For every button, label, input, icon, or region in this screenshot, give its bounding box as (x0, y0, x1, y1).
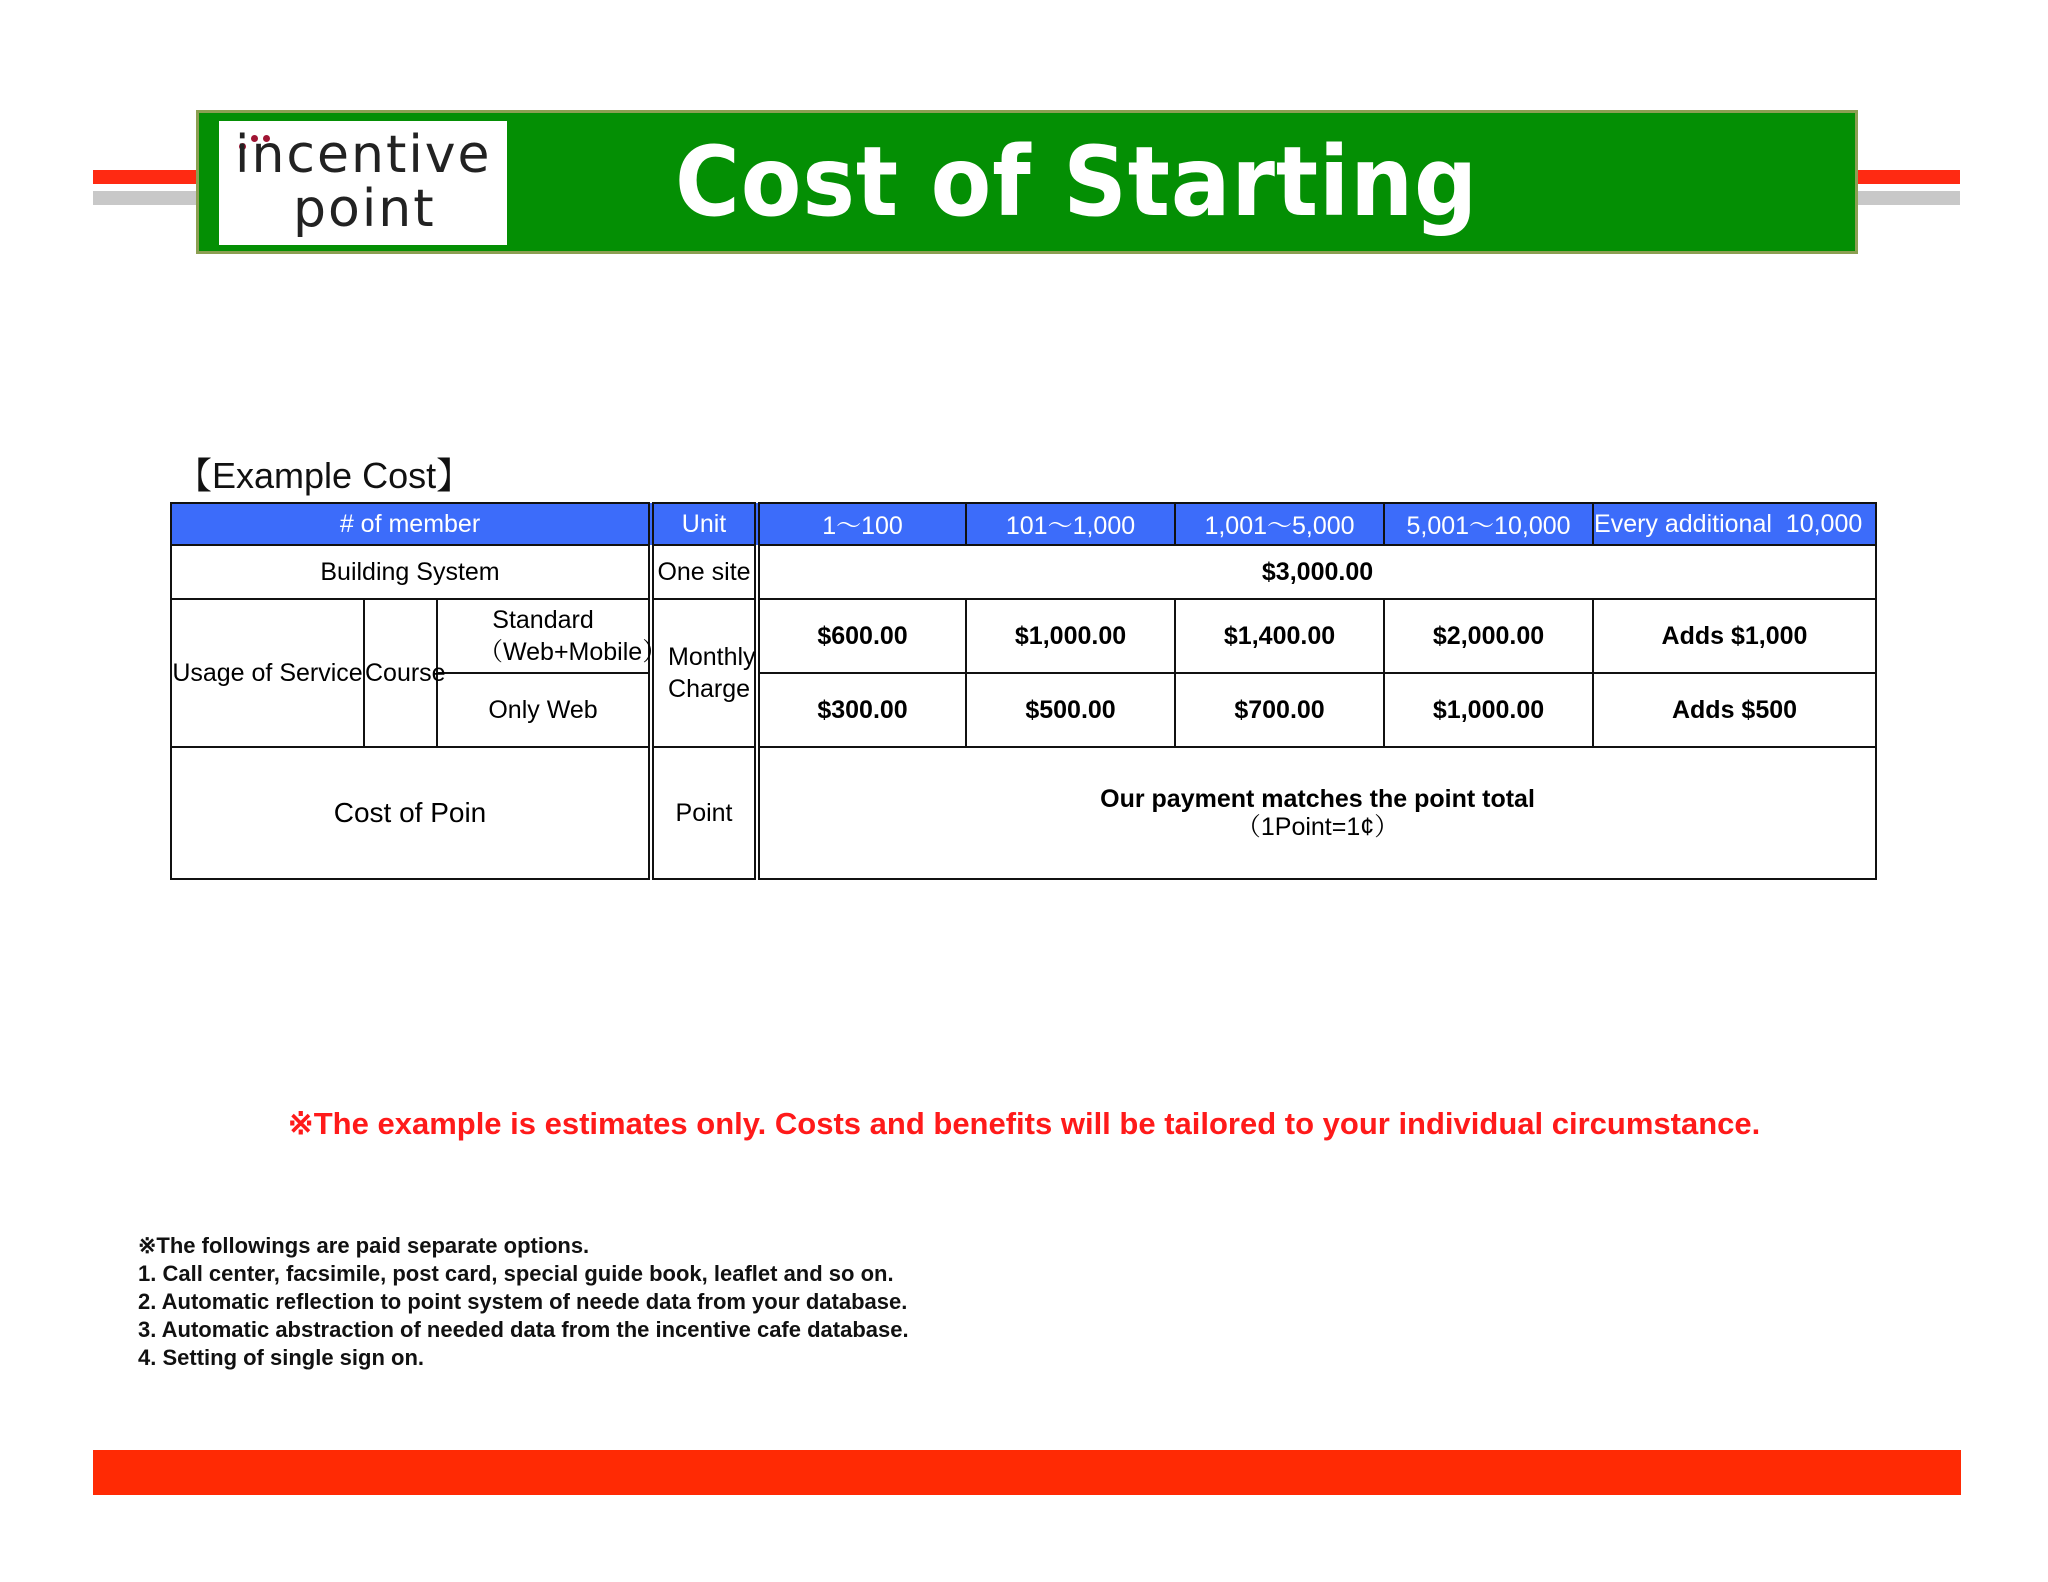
table-row-standard (171, 599, 1876, 673)
list-item: 3. Automatic abstraction of needed data from the incentive cafe database. (138, 1317, 909, 1342)
options-heading: ※The followings are paid separate options. (138, 1233, 590, 1258)
logo-text-line1: incentive (235, 125, 492, 185)
section-title: 【Example Cost】 (176, 455, 473, 496)
point-note-line2: （1Point=1¢） (1235, 813, 1400, 841)
header-stripe-red-left (93, 170, 203, 184)
table-header-row (171, 503, 1876, 545)
header-tier-1: 1～100 (757, 503, 966, 545)
point-label: Cost of Poin (171, 747, 651, 879)
header-stripe-red-right (1855, 170, 1960, 184)
web-tier-4: $1,000.00 (1384, 673, 1593, 747)
standard-tier-1: $600.00 (757, 599, 966, 673)
logo (219, 121, 507, 245)
standard-tier-3: $1,400.00 (1175, 599, 1384, 673)
header-unit: Unit (651, 503, 757, 545)
standard-tier-2: $1,000.00 (966, 599, 1175, 673)
cost-table (170, 502, 1909, 880)
point-note (757, 747, 1876, 879)
building-label: Building System (171, 545, 651, 599)
header-stripe-gray-left (93, 191, 203, 205)
list-item: 2. Automatic reflection to point system of neede data from your database. (138, 1289, 908, 1314)
list-item: 4. Setting of single sign on. (138, 1345, 425, 1370)
point-unit: Point (651, 747, 757, 879)
point-note-line1: Our payment matches the point total (1100, 785, 1535, 813)
web-tier-3: $700.00 (1175, 673, 1384, 747)
standard-label: Standard（Web+Mobile） (437, 599, 651, 673)
list-item: 1. Call center, facsimile, post card, special guide book, leaflet and so on. (138, 1261, 894, 1286)
header-tier-3: 1,001～5,000 (1175, 503, 1384, 545)
standard-tier-5: Adds $1,000 (1593, 599, 1876, 673)
web-label: Only Web (437, 673, 651, 747)
footer-bar (93, 1450, 1961, 1495)
table-row-building (171, 545, 1876, 599)
web-tier-5: Adds $500 (1593, 673, 1876, 747)
disclaimer: ※The example is estimates only. Costs and benefits will be tailored to your individual circumstance. (287, 1106, 1761, 1141)
header-bar (196, 110, 1858, 254)
page-title: Cost of Starting (675, 126, 1479, 238)
header-stripe-gray-right (1855, 191, 1960, 205)
header-member: # of member (171, 503, 651, 545)
header-tier-4: 5,001～10,000 (1384, 503, 1593, 545)
logo-text-line2: point (293, 179, 436, 239)
table-row-point (171, 747, 1876, 879)
usage-label: Usage of Service (171, 599, 364, 747)
standard-tier-4: $2,000.00 (1384, 599, 1593, 673)
header-tier-5: Every additional 10,000 ID (1593, 503, 1876, 545)
building-value: $3,000.00 (757, 545, 1876, 599)
web-tier-2: $500.00 (966, 673, 1175, 747)
options-list (138, 1232, 909, 1372)
monthly-charge-label: Monthly Charge (651, 599, 757, 747)
header-tier-2: 101～1,000 (966, 503, 1175, 545)
building-unit: One site (651, 545, 757, 599)
web-tier-1: $300.00 (757, 673, 966, 747)
course-label: Course (364, 599, 437, 747)
